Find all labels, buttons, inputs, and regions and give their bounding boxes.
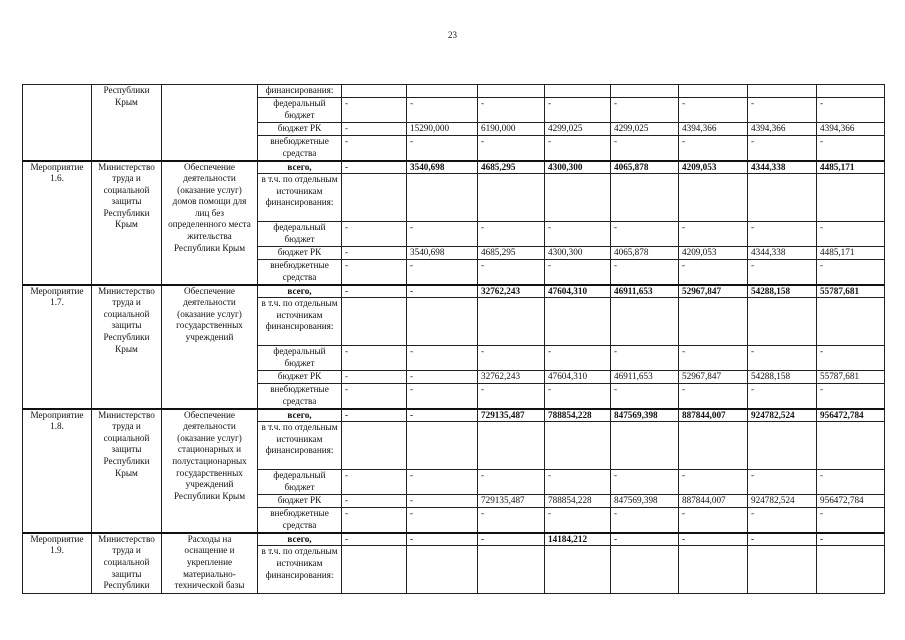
measure-name-cell: Обеспечение деятельности (оказание услуг) государственных учреждений bbox=[162, 285, 258, 409]
amount-cell: - bbox=[342, 123, 407, 136]
amount-cell: - bbox=[611, 508, 679, 533]
amount-cell: - bbox=[478, 98, 545, 123]
amount-cell bbox=[342, 422, 407, 470]
amount-cell: - bbox=[342, 508, 407, 533]
amount-cell: - bbox=[342, 470, 407, 495]
amount-cell: 4394,366 bbox=[679, 123, 748, 136]
amount-cell: - bbox=[407, 533, 478, 546]
measure-number-cell bbox=[23, 85, 92, 161]
amount-cell: 956472,784 bbox=[817, 495, 885, 508]
financing-table bbox=[22, 84, 885, 594]
amount-cell: - bbox=[342, 161, 407, 174]
amount-cell bbox=[748, 546, 817, 594]
source-label-cell: федеральный бюджет bbox=[258, 98, 342, 123]
amount-cell: 54288,158 bbox=[748, 285, 817, 298]
amount-cell bbox=[817, 174, 885, 222]
amount-cell: 4685,295 bbox=[478, 247, 545, 260]
amount-cell: - bbox=[611, 98, 679, 123]
amount-cell bbox=[407, 174, 478, 222]
amount-cell: - bbox=[478, 384, 545, 409]
amount-cell: - bbox=[342, 136, 407, 161]
amount-cell: - bbox=[342, 247, 407, 260]
amount-cell bbox=[342, 174, 407, 222]
amount-cell: 4065,878 bbox=[611, 247, 679, 260]
amount-cell bbox=[545, 546, 611, 594]
amount-cell: 4299,025 bbox=[545, 123, 611, 136]
amount-cell: - bbox=[679, 533, 748, 546]
amount-cell bbox=[817, 422, 885, 470]
amount-cell: - bbox=[478, 346, 545, 371]
amount-cell: - bbox=[342, 495, 407, 508]
amount-cell bbox=[679, 546, 748, 594]
amount-cell bbox=[748, 85, 817, 98]
source-label-cell: всего, bbox=[258, 161, 342, 174]
amount-cell bbox=[679, 298, 748, 346]
amount-cell: - bbox=[748, 508, 817, 533]
amount-cell: 847569,398 bbox=[611, 495, 679, 508]
amount-cell: - bbox=[407, 495, 478, 508]
amount-cell: 32762,243 bbox=[478, 285, 545, 298]
page-number: 23 bbox=[448, 30, 457, 40]
amount-cell: - bbox=[342, 98, 407, 123]
amount-cell: - bbox=[748, 346, 817, 371]
amount-cell bbox=[478, 174, 545, 222]
amount-cell bbox=[679, 174, 748, 222]
amount-cell: - bbox=[342, 285, 407, 298]
amount-cell: 4344,338 bbox=[748, 161, 817, 174]
amount-cell: 4394,366 bbox=[748, 123, 817, 136]
measure-number-cell: Мероприятие 1.8. bbox=[23, 409, 92, 533]
amount-cell: 847569,398 bbox=[611, 409, 679, 422]
amount-cell: - bbox=[748, 533, 817, 546]
amount-cell: - bbox=[817, 222, 885, 247]
table-row bbox=[23, 409, 885, 422]
measure-number-cell: Мероприятие 1.6. bbox=[23, 161, 92, 285]
amount-cell: - bbox=[817, 533, 885, 546]
amount-cell: 14184,212 bbox=[545, 533, 611, 546]
amount-cell: 956472,784 bbox=[817, 409, 885, 422]
amount-cell: 4685,295 bbox=[478, 161, 545, 174]
amount-cell: 4300,300 bbox=[545, 161, 611, 174]
source-label-cell: всего, bbox=[258, 533, 342, 546]
amount-cell: - bbox=[748, 384, 817, 409]
amount-cell: - bbox=[545, 136, 611, 161]
table-body bbox=[23, 85, 885, 594]
amount-cell: 4485,171 bbox=[817, 161, 885, 174]
amount-cell: 47604,310 bbox=[545, 285, 611, 298]
source-label-cell: федеральный бюджет bbox=[258, 470, 342, 495]
amount-cell bbox=[679, 85, 748, 98]
amount-cell bbox=[748, 174, 817, 222]
amount-cell: - bbox=[817, 136, 885, 161]
amount-cell: 4299,025 bbox=[611, 123, 679, 136]
source-label-cell: всего, bbox=[258, 285, 342, 298]
amount-cell bbox=[611, 422, 679, 470]
amount-cell: - bbox=[407, 371, 478, 384]
amount-cell: 924782,524 bbox=[748, 495, 817, 508]
amount-cell bbox=[342, 546, 407, 594]
source-label-cell: бюджет РК bbox=[258, 495, 342, 508]
amount-cell: - bbox=[342, 260, 407, 285]
amount-cell: 32762,243 bbox=[478, 371, 545, 384]
amount-cell bbox=[478, 85, 545, 98]
source-label-cell: внебюджетные средства bbox=[258, 508, 342, 533]
amount-cell: 4394,366 bbox=[817, 123, 885, 136]
amount-cell: - bbox=[407, 508, 478, 533]
amount-cell: 54288,158 bbox=[748, 371, 817, 384]
amount-cell: 4065,878 bbox=[611, 161, 679, 174]
amount-cell bbox=[342, 298, 407, 346]
table-row bbox=[23, 533, 885, 546]
amount-cell: - bbox=[342, 222, 407, 247]
amount-cell: 729135,487 bbox=[478, 409, 545, 422]
amount-cell: - bbox=[407, 98, 478, 123]
amount-cell bbox=[817, 298, 885, 346]
amount-cell bbox=[407, 85, 478, 98]
amount-cell: - bbox=[679, 384, 748, 409]
amount-cell: 4209,053 bbox=[679, 161, 748, 174]
amount-cell: - bbox=[545, 346, 611, 371]
source-label-cell: всего, bbox=[258, 409, 342, 422]
amount-cell: 729135,487 bbox=[478, 495, 545, 508]
executor-cell: Республики Крым bbox=[92, 85, 162, 161]
amount-cell: - bbox=[611, 470, 679, 495]
measure-name-cell: Расходы на оснащение и укрепление материально-технической базы bbox=[162, 533, 258, 594]
source-label-cell: в т.ч. по отдельным источникам финансирования: bbox=[258, 298, 342, 346]
amount-cell: - bbox=[342, 409, 407, 422]
amount-cell: - bbox=[545, 222, 611, 247]
amount-cell: - bbox=[679, 260, 748, 285]
amount-cell: 788854,228 bbox=[545, 495, 611, 508]
amount-cell: - bbox=[748, 470, 817, 495]
source-label-cell: внебюджетные средства bbox=[258, 260, 342, 285]
amount-cell bbox=[342, 85, 407, 98]
amount-cell: - bbox=[748, 136, 817, 161]
amount-cell: - bbox=[407, 222, 478, 247]
amount-cell bbox=[545, 174, 611, 222]
amount-cell: - bbox=[342, 346, 407, 371]
amount-cell bbox=[545, 298, 611, 346]
executor-cell: Министерство труда и социальной защиты Республики Крым bbox=[92, 161, 162, 285]
amount-cell bbox=[611, 298, 679, 346]
measure-name-cell: Обеспечение деятельности (оказание услуг) стационарных и полустационарных государственных учреждений Республики Крым bbox=[162, 409, 258, 533]
source-label-cell: федеральный бюджет bbox=[258, 346, 342, 371]
amount-cell: - bbox=[545, 98, 611, 123]
amount-cell: 55787,681 bbox=[817, 285, 885, 298]
source-label-cell: финансирования: bbox=[258, 85, 342, 98]
source-label-cell: в т.ч. по отдельным источникам финансирования: bbox=[258, 546, 342, 594]
amount-cell: - bbox=[545, 508, 611, 533]
amount-cell: - bbox=[478, 136, 545, 161]
amount-cell: 52967,847 bbox=[679, 285, 748, 298]
amount-cell: - bbox=[407, 260, 478, 285]
amount-cell: - bbox=[817, 384, 885, 409]
amount-cell bbox=[611, 174, 679, 222]
amount-cell: - bbox=[478, 533, 545, 546]
measure-number-cell: Мероприятие 1.7. bbox=[23, 285, 92, 409]
source-label-cell: в т.ч. по отдельным источникам финансирования: bbox=[258, 174, 342, 222]
source-label-cell: внебюджетные средства bbox=[258, 136, 342, 161]
amount-cell: 3540,698 bbox=[407, 161, 478, 174]
amount-cell: - bbox=[407, 136, 478, 161]
amount-cell: 924782,524 bbox=[748, 409, 817, 422]
amount-cell: - bbox=[679, 136, 748, 161]
amount-cell bbox=[611, 546, 679, 594]
amount-cell bbox=[478, 422, 545, 470]
amount-cell: - bbox=[478, 470, 545, 495]
amount-cell: 3540,698 bbox=[407, 247, 478, 260]
amount-cell: 4209,053 bbox=[679, 247, 748, 260]
source-label-cell: федеральный бюджет bbox=[258, 222, 342, 247]
amount-cell: 47604,310 bbox=[545, 371, 611, 384]
amount-cell: 52967,847 bbox=[679, 371, 748, 384]
source-label-cell: внебюджетные средства bbox=[258, 384, 342, 409]
amount-cell: - bbox=[407, 384, 478, 409]
amount-cell: - bbox=[407, 346, 478, 371]
executor-cell: Министерство труда и социальной защиты Республики bbox=[92, 533, 162, 594]
amount-cell: - bbox=[611, 222, 679, 247]
amount-cell: 788854,228 bbox=[545, 409, 611, 422]
amount-cell: - bbox=[342, 371, 407, 384]
amount-cell: 55787,681 bbox=[817, 371, 885, 384]
source-label-cell: бюджет РК bbox=[258, 247, 342, 260]
amount-cell: - bbox=[407, 409, 478, 422]
source-label-cell: в т.ч. по отдельным источникам финансирования: bbox=[258, 422, 342, 470]
amount-cell: - bbox=[679, 508, 748, 533]
amount-cell: - bbox=[342, 384, 407, 409]
amount-cell: 15290,000 bbox=[407, 123, 478, 136]
amount-cell: - bbox=[545, 260, 611, 285]
amount-cell bbox=[545, 85, 611, 98]
table-row bbox=[23, 85, 885, 98]
executor-cell: Министерство труда и социальной защиты Республики Крым bbox=[92, 409, 162, 533]
amount-cell bbox=[407, 546, 478, 594]
amount-cell: - bbox=[748, 260, 817, 285]
amount-cell: - bbox=[679, 98, 748, 123]
amount-cell bbox=[407, 422, 478, 470]
amount-cell: - bbox=[679, 222, 748, 247]
amount-cell: 887844,007 bbox=[679, 409, 748, 422]
amount-cell bbox=[817, 546, 885, 594]
amount-cell bbox=[748, 422, 817, 470]
amount-cell: - bbox=[817, 260, 885, 285]
amount-cell: - bbox=[817, 470, 885, 495]
amount-cell: - bbox=[817, 508, 885, 533]
amount-cell: - bbox=[679, 470, 748, 495]
amount-cell: - bbox=[478, 260, 545, 285]
table-row bbox=[23, 161, 885, 174]
measure-number-cell: Мероприятие 1.9. bbox=[23, 533, 92, 594]
amount-cell bbox=[545, 422, 611, 470]
amount-cell: - bbox=[407, 285, 478, 298]
amount-cell: - bbox=[611, 346, 679, 371]
amount-cell bbox=[817, 85, 885, 98]
amount-cell: - bbox=[545, 384, 611, 409]
amount-cell bbox=[748, 298, 817, 346]
amount-cell: - bbox=[679, 346, 748, 371]
source-label-cell: бюджет РК bbox=[258, 371, 342, 384]
amount-cell bbox=[478, 298, 545, 346]
source-label-cell: бюджет РК bbox=[258, 123, 342, 136]
measure-name-cell: Обеспечение деятельности (оказание услуг) домов помощи для лиц без определенного места жительства Республики Крым bbox=[162, 161, 258, 285]
amount-cell: - bbox=[478, 508, 545, 533]
amount-cell: - bbox=[611, 533, 679, 546]
amount-cell: - bbox=[342, 533, 407, 546]
amount-cell: - bbox=[545, 470, 611, 495]
amount-cell: - bbox=[817, 346, 885, 371]
amount-cell: 887844,007 bbox=[679, 495, 748, 508]
amount-cell: 6190,000 bbox=[478, 123, 545, 136]
amount-cell: - bbox=[478, 222, 545, 247]
amount-cell: - bbox=[407, 470, 478, 495]
amount-cell bbox=[478, 546, 545, 594]
table-row bbox=[23, 285, 885, 298]
amount-cell: - bbox=[611, 136, 679, 161]
amount-cell: 4344,338 bbox=[748, 247, 817, 260]
amount-cell bbox=[407, 298, 478, 346]
amount-cell: 46911,653 bbox=[611, 285, 679, 298]
amount-cell: 4485,171 bbox=[817, 247, 885, 260]
amount-cell: - bbox=[748, 98, 817, 123]
amount-cell: - bbox=[611, 384, 679, 409]
amount-cell bbox=[611, 85, 679, 98]
amount-cell: 4300,300 bbox=[545, 247, 611, 260]
amount-cell: - bbox=[611, 260, 679, 285]
amount-cell: 46911,653 bbox=[611, 371, 679, 384]
amount-cell: - bbox=[748, 222, 817, 247]
executor-cell: Министерство труда и социальной защиты Республики Крым bbox=[92, 285, 162, 409]
measure-name-cell bbox=[162, 85, 258, 161]
amount-cell bbox=[679, 422, 748, 470]
amount-cell: - bbox=[817, 98, 885, 123]
